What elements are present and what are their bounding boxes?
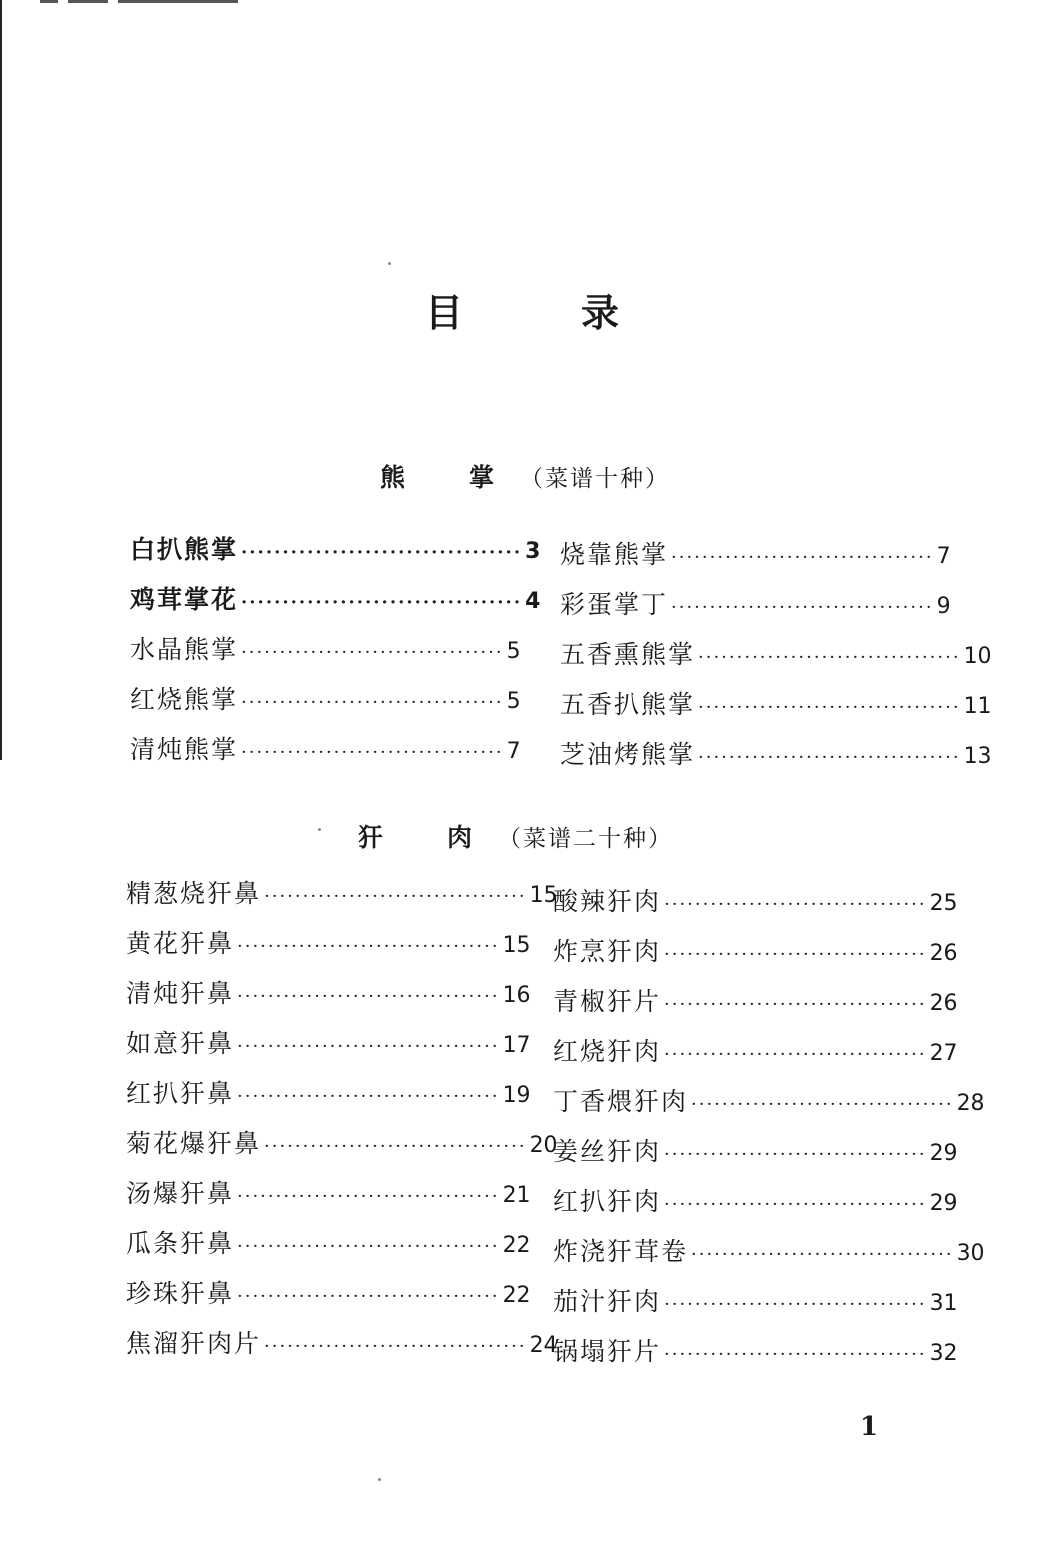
scan-speck [378, 1478, 381, 1481]
toc-entry[interactable]: 芝油烤熊掌 ·································· 13 [560, 740, 992, 769]
toc-entry[interactable]: 红扒犴肉 ·································· 29 [553, 1187, 958, 1216]
toc-entry[interactable]: 红烧犴肉 ·································· 27 [553, 1037, 958, 1066]
toc-entry[interactable]: 烧靠熊掌 ·································· 7 [560, 540, 951, 569]
toc-entry[interactable]: 姜丝犴肉 ·································· 29 [553, 1137, 958, 1166]
section-subtitle: （菜谱二十种） [498, 826, 674, 852]
section-subtitle: （菜谱十种） [520, 466, 671, 492]
toc-entry[interactable]: 炸烹犴肉 ·································· 26 [553, 937, 958, 966]
toc-column-bear-left [130, 530, 541, 780]
toc-entry[interactable]: 锅塌犴片 ·································· 32 [553, 1337, 958, 1366]
scan-speck [318, 828, 321, 831]
toc-entry[interactable]: 清炖犴鼻 ·································· 16 [126, 979, 531, 1008]
toc-entry[interactable]: 五香扒熊掌 ·································· 11 [560, 690, 992, 719]
title-char-1: 目 [424, 290, 463, 335]
toc-entry[interactable]: 珍珠犴鼻 ·································· 22 [126, 1279, 531, 1308]
toc-entry[interactable]: 茄汁犴肉 ·································· 31 [553, 1287, 958, 1316]
scan-speck [388, 262, 391, 265]
toc-entry[interactable]: 汤爆犴鼻 ·································· 21 [126, 1179, 531, 1208]
toc-column-bear-right [560, 535, 992, 785]
page-title [0, 282, 1044, 337]
toc-entry[interactable]: 丁香煨犴肉 ·································· 28 [553, 1087, 985, 1116]
toc-entry[interactable]: 彩蛋掌丁 ·································· 9 [560, 590, 951, 619]
scan-top-mark [40, 0, 270, 6]
toc-entry[interactable]: 五香熏熊掌 ·································· 10 [560, 640, 992, 669]
section-header-bear-paw [0, 458, 1044, 494]
page-edge-line [0, 0, 2, 760]
section-name: 熊 掌 [380, 463, 495, 492]
toc-entry[interactable]: 黄花犴鼻 ·································· 15 [126, 929, 531, 958]
toc-entry[interactable]: 鸡茸掌花 ·································· 4 [130, 585, 541, 614]
toc-entry[interactable]: 水晶熊掌 ·································· 5 [130, 635, 521, 664]
toc-column-moose-right [553, 882, 985, 1382]
title-char-2: 录 [581, 290, 620, 335]
toc-entry[interactable]: 菊花爆犴鼻 ·································· 20 [126, 1129, 558, 1158]
toc-entry[interactable]: 瓜条犴鼻 ·································· 22 [126, 1229, 531, 1258]
toc-entry[interactable]: 精葱烧犴鼻 ·································· 15 [126, 879, 558, 908]
section-header-moose-meat [0, 818, 1044, 854]
toc-entry[interactable]: 红烧熊掌 ·································· 5 [130, 685, 521, 714]
toc-entry[interactable]: 青椒犴片 ·································· 26 [553, 987, 958, 1016]
toc-entry[interactable]: 红扒犴鼻 ·································· 19 [126, 1079, 531, 1108]
toc-entry[interactable]: 白扒熊掌 ·································· 3 [130, 535, 541, 564]
toc-entry[interactable]: 清炖熊掌 ·································· 7 [130, 735, 521, 764]
toc-entry[interactable]: 如意犴鼻 ·································· 17 [126, 1029, 531, 1058]
toc-entry[interactable]: 焦溜犴肉片 ·································· 24 [126, 1329, 558, 1358]
section-name: 犴 肉 [358, 823, 473, 852]
toc-entry[interactable]: 炸浇犴茸卷 ·································· 30 [553, 1237, 985, 1266]
toc-entry[interactable]: 酸辣犴肉 ·································· 25 [553, 887, 958, 916]
toc-column-moose-left [126, 874, 558, 1374]
page-number: 1 [860, 1412, 879, 1442]
